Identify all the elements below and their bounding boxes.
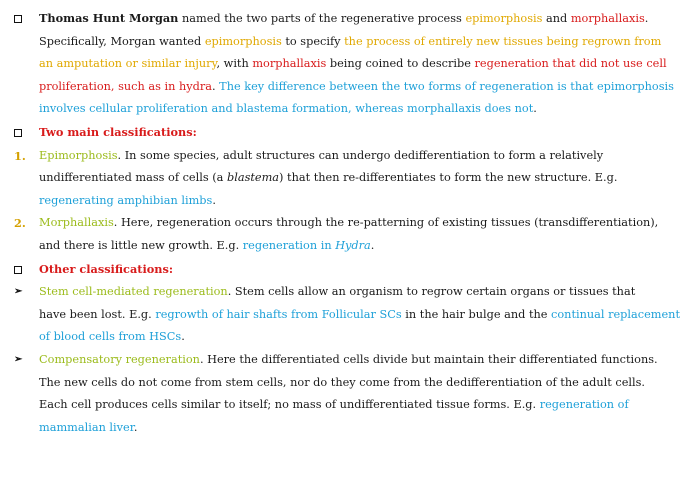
text-segment: . [211, 79, 220, 93]
text-segment: . [644, 12, 649, 25]
text-segment: . Here, regeneration occurs through the re-patterning of existing tissues (transdifferentiation), [113, 216, 659, 230]
text-segment: Thomas Hunt Morgan [39, 11, 179, 25]
text-segment: blastema [226, 171, 280, 185]
text-segment: regeneration that did not use cell [474, 57, 667, 71]
text-segment: and there is little new growth. E.g. [39, 238, 243, 252]
arrow-bullet-icon: ➢ [14, 353, 23, 365]
text-segment: to specify [281, 34, 345, 48]
text-segment: regrowth of hair shafts from Follicular SCs [155, 307, 402, 321]
text-segment: . [212, 193, 216, 207]
text-line [14, 7, 649, 31]
text-segment: an amputation or similar injury [39, 57, 217, 71]
checkbox-bullet-icon [14, 7, 22, 30]
text-line [14, 417, 624, 440]
arrow-bullet-icon: ➢ [14, 286, 23, 298]
text-line [14, 145, 624, 168]
text-segment: Stem cell-mediated regeneration [39, 285, 228, 299]
text-segment: . [133, 420, 138, 434]
text-segment: Hydra [335, 238, 371, 252]
text-segment: Two main classifications: [39, 124, 197, 139]
text-segment: the process of entirely new tissues being regrown from [344, 34, 662, 48]
text-line [14, 281, 636, 304]
text-segment: Specifically, Morgan wanted [39, 34, 205, 48]
text-line [14, 212, 659, 235]
text-segment: . [181, 330, 185, 344]
text-segment: undifferentiated mass of cells (a [39, 171, 227, 185]
text-segment: The key difference between the two forms of regeneration is that epimorphosis [219, 79, 674, 93]
text-segment: continual replacement [551, 307, 680, 321]
text-segment: regenerating amphibian limbs [39, 193, 213, 207]
list-number: 2. [14, 216, 26, 231]
text-line [14, 394, 629, 417]
text-segment: involves cellular proliferation and blastema formation, whereas morphallaxis does not [39, 102, 534, 116]
text-segment: proliferation, such as in hydra [39, 79, 212, 93]
text-segment: regeneration in [242, 238, 336, 252]
text-segment: mammalian liver [39, 420, 134, 434]
text-segment: . [533, 102, 537, 116]
text-segment: The new cells do not come from stem cells, nor do they come from the dedifferentiation of the adult cells. [39, 375, 645, 389]
text-line [14, 53, 667, 76]
text-segment: , with [216, 57, 253, 71]
text-line [14, 304, 680, 327]
text-segment: morphallaxis [570, 12, 645, 25]
text-segment: epimorphosis [204, 34, 282, 48]
text-segment: . Stem cells allow an organism to regrow certain organs or tissues that [227, 285, 636, 299]
text-line [14, 121, 624, 145]
text-line [14, 326, 624, 349]
text-segment: . In some species, adult structures can undergo dedifferentiation to form a relatively [117, 148, 604, 162]
text-segment: named the two parts of the regenerative process [178, 12, 466, 25]
text-segment: and [542, 12, 571, 25]
text-line [14, 349, 658, 372]
text-line [14, 31, 662, 54]
text-segment: of blood cells from HSCs [39, 330, 182, 344]
text-segment: being coined to describe [326, 57, 475, 71]
text-segment: ) that then re-differentiates to form the new structure. E.g. [279, 171, 618, 185]
text-segment: epimorphosis [465, 12, 543, 25]
text-segment: in the hair bulge and the [401, 307, 552, 321]
text-line [14, 258, 624, 282]
list-number: 1. [14, 148, 26, 163]
text-segment: have been lost. E.g. [39, 307, 156, 321]
text-segment: . Here the differentiated cells divide but maintain their differentiated functions. [199, 352, 658, 366]
text-segment: Epimorphosis [39, 148, 118, 162]
text-segment: Morphallaxis [39, 216, 114, 230]
checkbox-bullet-icon [14, 121, 22, 144]
text-segment: morphallaxis [252, 57, 327, 71]
text-segment: Each cell produces cells similar to itself; no mass of undifferentiated tissue forms. E.g. [39, 398, 540, 412]
checkbox-bullet-icon [14, 258, 22, 281]
text-line [14, 235, 624, 258]
text-segment: Other classifications: [39, 261, 174, 276]
text-line [14, 190, 624, 213]
text-line [14, 372, 645, 395]
text-line [14, 167, 624, 190]
text-line [14, 98, 624, 121]
text-segment: . [370, 238, 375, 252]
text-line [14, 76, 674, 99]
text-segment: Compensatory regeneration [39, 352, 200, 366]
text-segment: regeneration of [539, 398, 629, 412]
